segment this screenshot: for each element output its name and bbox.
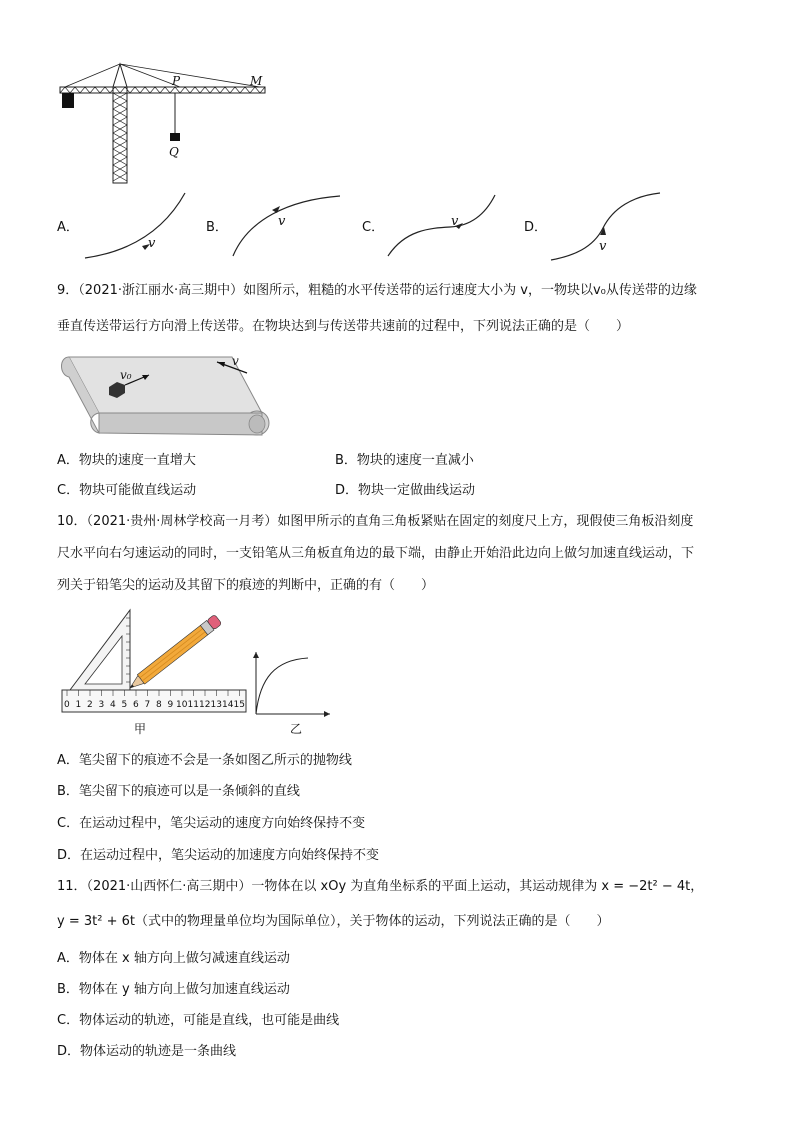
- crane-label-p: P: [172, 74, 181, 88]
- q8-option-c-v: v: [451, 214, 459, 229]
- q10-option-c: C．在运动过程中，笔尖运动的速度方向始终保持不变: [57, 816, 366, 831]
- ruler-tick-label: 3: [98, 700, 105, 710]
- ruler-tick-label: 13: [210, 700, 222, 710]
- trajectory-graph-yi: [250, 648, 335, 718]
- q11-stem-line-2: y = 3t² + 6t（式中的物理量单位均为国际单位），关于物体的运动，下列说法正确的是（ ）: [57, 914, 610, 929]
- q8-option-a-letter: A．: [57, 220, 79, 235]
- q11-option-c: C．物体运动的轨迹，可能是直线，也可能是曲线: [57, 1013, 340, 1028]
- q9-stem-line-1: 9．（2021·浙江丽水·高三期中）如图所示，粗糙的水平传送带的运行速度大小为 v，一物块以v₀从传送带的边缘: [57, 283, 697, 298]
- ruler-tick-label: 0: [64, 700, 70, 710]
- ruler-tick-label: 14: [222, 700, 234, 710]
- q10-stem-line-3: 列关于铅笔尖的运动及其留下的痕迹的判断中，正确的有（ ）: [57, 578, 435, 593]
- crane-label-q: Q: [169, 145, 179, 159]
- ruler-tick-label: 9: [167, 700, 174, 710]
- q8-option-d-v: v: [599, 239, 607, 254]
- crane-figure: [55, 60, 270, 190]
- q9-option-b: B．物块的速度一直减小: [335, 453, 474, 468]
- triangle-ruler-figure: [60, 608, 250, 713]
- q9-option-c: C．物块可能做直线运动: [57, 483, 197, 498]
- conveyor-belt-figure: [57, 345, 272, 440]
- ruler-tick-label: 1: [75, 700, 82, 710]
- q8-option-a-v: v: [148, 236, 156, 251]
- q8-option-b-letter: B．: [206, 220, 228, 235]
- q9-stem-line-2: 垂直传送带运行方向滑上传送带。在物块达到与传送带共速前的过程中，下列说法正确的是（ ）: [57, 319, 630, 334]
- ruler-tick-label: 7: [144, 700, 151, 710]
- conveyor-label-v0: v₀: [120, 368, 132, 382]
- q8-option-b-v: v: [278, 214, 286, 229]
- q10-stem-line-1: 10．（2021·贵州·周林学校高一月考）如图甲所示的直角三角板紧贴在固定的刻度尺上方，现假使三角板沿刻度: [57, 514, 694, 529]
- ruler-tick-labels: [63, 700, 247, 714]
- ruler-tick-label: 8: [156, 700, 162, 710]
- q11-option-a: A．物体在 x 轴方向上做匀减速直线运动: [57, 951, 290, 966]
- figure-label-jia: 甲: [134, 722, 147, 736]
- ruler-tick-label: 6: [133, 700, 139, 710]
- ruler-tick-label: 15: [233, 700, 245, 710]
- q10-option-d: D．在运动过程中，笔尖运动的加速度方向始终保持不变: [57, 848, 380, 863]
- ruler-tick-label: 2: [87, 700, 93, 710]
- figure-label-yi: 乙: [290, 722, 303, 736]
- q11-option-d: D．物体运动的轨迹是一条曲线: [57, 1044, 237, 1059]
- q8-option-d-letter: D．: [524, 220, 548, 235]
- crane-label-m: M: [250, 74, 263, 88]
- q8-option-c-letter: C．: [362, 220, 385, 235]
- ruler-tick-label: 11: [187, 700, 199, 710]
- q8-option-a-curve: [80, 188, 190, 263]
- ruler-tick-label: 4: [110, 700, 116, 710]
- q8-option-b-curve: [228, 190, 343, 260]
- ruler-tick-label: 5: [121, 700, 128, 710]
- q10-option-b: B．笔尖留下的痕迹可以是一条倾斜的直线: [57, 784, 300, 799]
- conveyor-label-v: v: [232, 354, 239, 368]
- q10-stem-line-2: 尺水平向右匀速运动的同时，一支铅笔从三角板直角边的最下端，由静止开始沿此边向上做匀加速直线运动，下: [57, 546, 695, 561]
- q8-option-c-curve: [385, 190, 500, 260]
- q10-option-a: A．笔尖留下的痕迹不会是一条如图乙所示的抛物线: [57, 753, 352, 768]
- ruler-tick-label: 12: [199, 700, 211, 710]
- ruler-tick-label: 10: [176, 700, 188, 710]
- q11-option-b: B．物体在 y 轴方向上做匀加速直线运动: [57, 982, 290, 997]
- q9-option-a: A．物块的速度一直增大: [57, 453, 196, 468]
- q9-option-d: D．物块一定做曲线运动: [335, 483, 476, 498]
- q11-stem-line-1: 11．（2021·山西怀仁·高三期中）一物体在以 xOy 为直角坐标系的平面上运动，其运动规律为 x = −2t² − 4t，: [57, 879, 704, 894]
